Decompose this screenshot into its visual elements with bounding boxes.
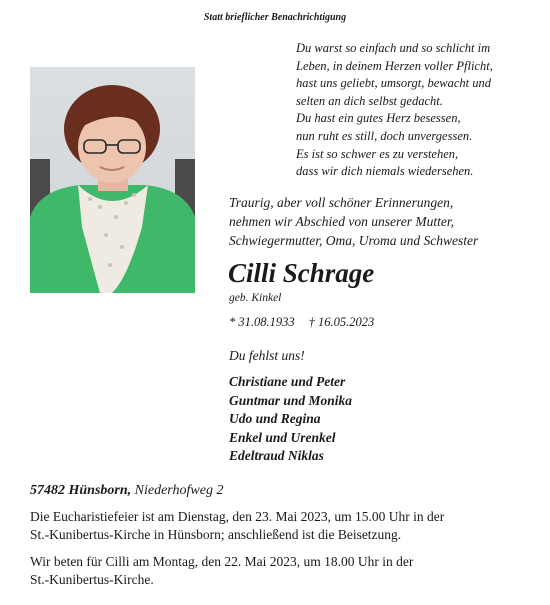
birth-date: * 31.08.1933 <box>229 315 295 329</box>
mourner: Guntmar und Monika <box>229 392 353 408</box>
address-city: 57482 Hünsborn, <box>30 483 132 498</box>
intro-line: Schwiegermutter, Oma, Uroma und Schwester <box>229 233 479 248</box>
portrait-photo <box>30 67 195 293</box>
prayer-info <box>30 553 530 589</box>
mourner: Christiane und Peter <box>229 374 346 389</box>
poem-line: Du warst so einfach und so schlicht im <box>296 41 491 55</box>
poem-line: Es ist so schwer es zu verstehen, <box>296 146 459 161</box>
poem-line: nun ruht es still, doch unvergessen. <box>296 128 473 143</box>
deceased-name: Cilli Schrage <box>228 258 375 288</box>
poem-line: selten an dich selbst gedacht. <box>296 93 443 108</box>
address-street: Niederhofweg 2 <box>134 483 224 498</box>
intro-line: Traurig, aber voll schöner Erinnerungen, <box>229 195 454 210</box>
missing-you-line: Du fehlst uns! <box>229 348 305 363</box>
life-dates <box>229 315 374 330</box>
service-line: St.-Kunibertus-Kirche in Hünsborn; anschließend ist die Beisetzung. <box>30 527 402 542</box>
intro-text <box>229 193 547 250</box>
death-date: † 16.05.2023 <box>308 315 375 329</box>
poem-line: dass wir dich niemals wiedersehen. <box>296 164 474 179</box>
mourner: Udo und Regina <box>229 411 321 426</box>
poem-line: hast uns geliebt, umsorgt, bewacht und <box>296 76 492 91</box>
intro-line: nehmen wir Abschied von unserer Mutter, <box>229 214 454 229</box>
mourner: Enkel und Urenkel <box>229 429 336 445</box>
prayer-line: St.-Kunibertus-Kirche. <box>30 572 154 587</box>
prayer-line: Wir beten für Cilli am Montag, den 22. Mai 2023, um 18.00 Uhr in der <box>30 554 414 569</box>
service-line: Die Eucharistiefeier ist am Dienstag, den 23. Mai 2023, um 15.00 Uhr in der <box>30 509 445 524</box>
poem-line: Du hast ein gutes Herz besessen, <box>296 111 461 126</box>
birth-name: geb. Kinkel <box>229 292 282 304</box>
notice-header: Statt brieflicher Benachrichtigung <box>203 12 347 23</box>
mourner: Edeltraud Niklas <box>229 448 324 463</box>
service-info <box>30 508 530 544</box>
portrait-illustration <box>30 67 195 293</box>
poem-line: Leben, in deinem Herzen voller Pflicht, <box>296 58 493 73</box>
mourners-list <box>229 373 352 466</box>
address <box>30 483 223 499</box>
memorial-poem <box>296 40 546 181</box>
